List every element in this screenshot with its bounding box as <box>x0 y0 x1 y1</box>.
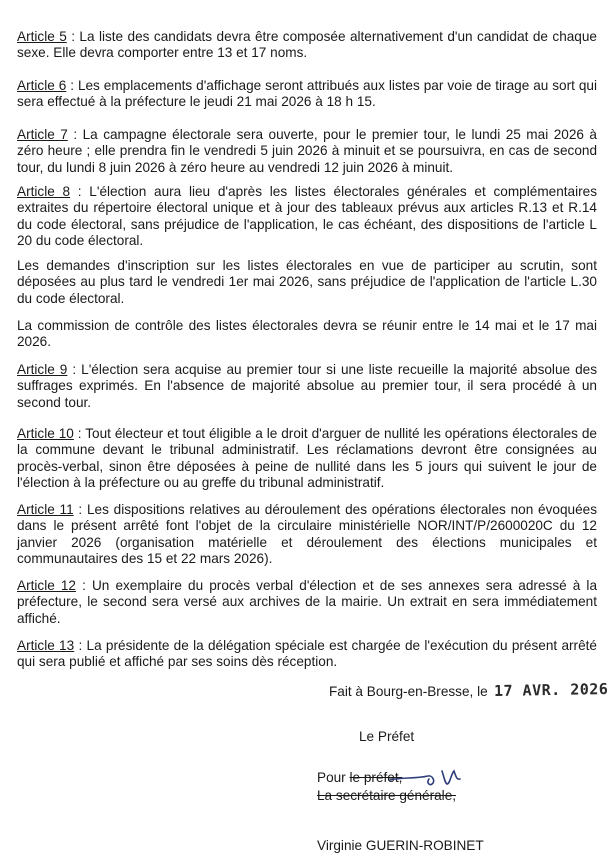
article-9 <box>17 362 597 411</box>
struck-prefet: le préfet, <box>349 770 403 785</box>
date-stamp: 17 AVR. 2026 <box>493 680 609 700</box>
struck-secretary: La secrétaire générale, <box>317 788 457 803</box>
article-text: : Un exemplaire du procès verbal d'élection et de ses annexes sera adressé à la préfecture, le second sera versé aux archives de la mairie. Un extrait en sera immédiatement affiché. <box>17 578 598 626</box>
article-6 <box>17 78 597 111</box>
signer-name: Virginie GUERIN-ROBINET <box>317 838 484 853</box>
article-text: : La liste des candidats devra être composée alternativement d'un candidat de chaque sexe. Elle devra comporter entre 13 et 17 noms. <box>17 29 597 61</box>
article-text: : Les emplacements d'affichage seront attribués aux listes par voie de tirage au sort qui sera effectué à la préfecture le jeudi 21 mai 2026 à 18 h 15. <box>17 78 598 110</box>
pour-prefix: Pour <box>317 770 350 785</box>
article-text: : La campagne électorale sera ouverte, pour le premier tour, le lundi 25 mai 2026 à zéro heure ; elle prendra fin le vendredi 5 juin 2026 à minuit et se poursuivra, en cas de second tour, du lundi 8 juin 2026 à zéro heure au vendredi 12 juin 2026 à minuit. <box>17 127 597 175</box>
article-text: : Tout électeur et tout éligible a le droit d'arguer de nullité les opérations électorales de la commune devant le tribunal administratif. Les réclamations devront être consignées au procès-verbal, sinon être déposées à peine de nullité dans les 5 jours qui suivent le jour de l'élection à la préfecture ou au greffe du tribunal administratif. <box>17 426 597 491</box>
article-text: : L'élection sera acquise au premier tour si une liste recueille la majorité absolue des suffrages exprimés. En l'absence de majorité absolue au premier tour, il sera procédé à un second tour. <box>17 362 597 410</box>
article-12 <box>17 578 597 627</box>
paragraph-inscription <box>17 258 597 307</box>
article-11 <box>17 502 597 568</box>
article-label: Article 9 <box>17 362 68 377</box>
article-text: : La présidente de la délégation spéciale est chargée de l'exécution du présent arrêté qui sera publié et affiché par ses soins dès réception. <box>17 638 597 670</box>
article-label: Article 6 <box>17 78 67 93</box>
article-10 <box>17 426 597 492</box>
article-13 <box>17 638 597 671</box>
article-text: : Les dispositions relatives au déroulement des opérations électorales non évoquées dans le présent arrêté font l'objet de la circulaire ministérielle NOR/INT/P/2600020C du 12 janvier 2026 (organisation matérielle et déroulement des élections municipales et communautaires des 15 et 22 mars 2026). <box>17 502 597 567</box>
article-label: Article 5 <box>17 29 67 44</box>
article-label: Article 10 <box>17 426 74 441</box>
paragraph-commission <box>17 318 597 351</box>
article-label: Article 13 <box>17 638 75 653</box>
article-label: Article 8 <box>17 184 71 199</box>
article-7 <box>17 127 597 176</box>
article-5 <box>17 29 597 62</box>
paragraph-text: Les demandes d'inscription sur les listes électorales en vue de participer au scrutin, sont déposées au plus tard le vendredi 1er mai 2026, sans préjudice de l'application de l'article L.30 du code électoral. <box>17 258 597 306</box>
signer-title: Le Préfet <box>359 729 415 744</box>
article-label: Article 12 <box>17 578 76 593</box>
handwritten-signature <box>388 766 468 792</box>
article-text: : L'élection aura lieu d'après les listes électorales générales et complémentaires extraites du répertoire électoral unique et à jour des tableaux prévus aux articles R.13 et R.14 du code électoral, sans préjudice de l'application, le cas échéant, des dispositions de l'article L 20 du code électoral. <box>17 184 597 249</box>
article-8 <box>17 184 597 250</box>
article-label: Article 7 <box>17 127 68 142</box>
place-date-line: Fait à Bourg-en-Bresse, le <box>329 684 488 699</box>
article-label: Article 11 <box>17 502 74 517</box>
paragraph-text: La commission de contrôle des listes électorales devra se réunir entre le 14 mai et le 17 mai 2026. <box>17 318 597 350</box>
